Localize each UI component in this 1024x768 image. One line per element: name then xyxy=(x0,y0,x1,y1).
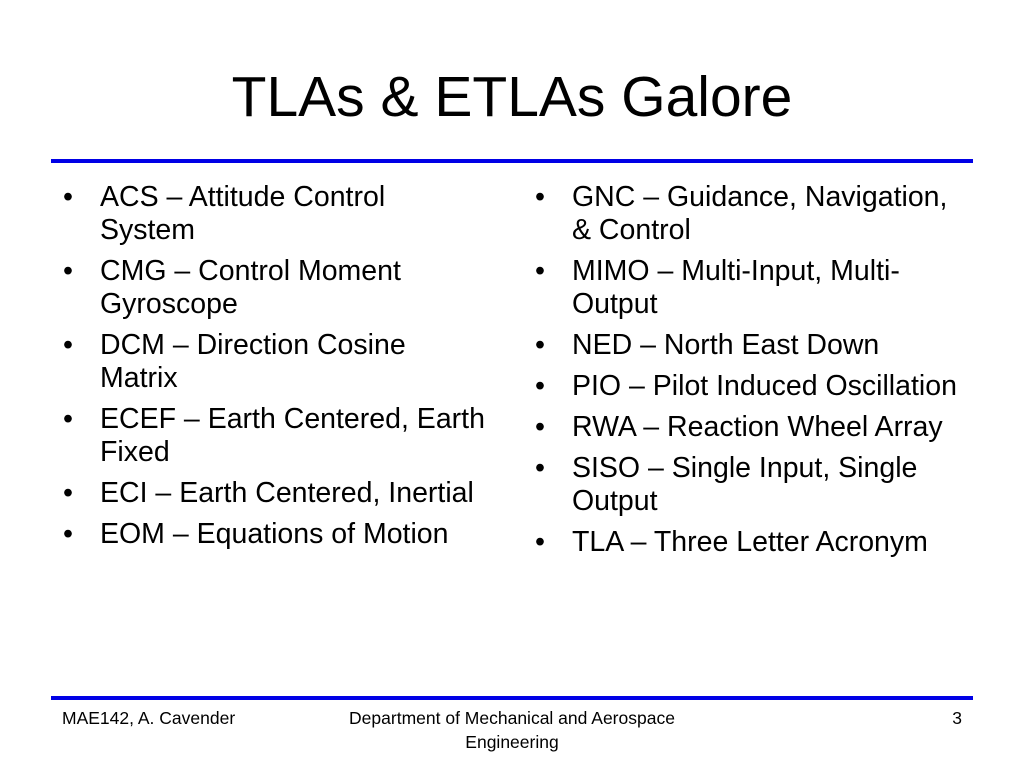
bullet-icon: • xyxy=(535,411,545,443)
bullet-icon: • xyxy=(535,329,545,361)
list-item-text: MIMO – Multi-Input, Multi-Output xyxy=(572,255,900,320)
bullet-icon: • xyxy=(535,526,545,558)
left-bullet-list xyxy=(58,181,488,559)
list-item-text: SISO – Single Input, Single Output xyxy=(572,452,918,517)
bullet-icon: • xyxy=(535,452,545,484)
list-item-text: PIO – Pilot Induced Oscillation xyxy=(572,370,957,402)
list-item xyxy=(58,329,488,395)
list-item-text: ACS – Attitude Control System xyxy=(100,181,386,246)
list-item xyxy=(58,403,488,469)
bullet-icon: • xyxy=(63,477,73,509)
list-item xyxy=(530,411,970,444)
list-item-text: GNC – Guidance, Navigation, & Control xyxy=(572,181,948,246)
bullet-icon: • xyxy=(535,370,545,402)
list-item xyxy=(530,526,970,559)
list-item xyxy=(58,477,488,510)
bullet-icon: • xyxy=(63,255,73,287)
list-item-text: RWA – Reaction Wheel Array xyxy=(572,411,943,443)
list-item xyxy=(530,329,970,362)
slide-title: TLAs & ETLAs Galore xyxy=(231,65,793,129)
page-number: 3 xyxy=(952,708,962,728)
list-item xyxy=(530,181,970,247)
list-item-text: TLA – Three Letter Acronym xyxy=(572,526,928,558)
list-item-text: CMG – Control Moment Gyroscope xyxy=(100,255,401,320)
list-item-text: NED – North East Down xyxy=(572,329,880,361)
right-bullet-list xyxy=(530,181,970,567)
bullet-icon: • xyxy=(63,329,73,361)
bullet-icon: • xyxy=(63,518,73,550)
title-divider xyxy=(51,159,973,163)
footer-department: Department of Mechanical and Aerospace Engineering xyxy=(349,708,675,752)
list-item xyxy=(58,181,488,247)
footer-divider xyxy=(51,696,973,700)
bullet-icon: • xyxy=(535,255,545,287)
list-item-text: ECEF – Earth Centered, Earth Fixed xyxy=(100,403,485,468)
list-item xyxy=(58,518,488,551)
list-item xyxy=(58,255,488,321)
list-item-text: DCM – Direction Cosine Matrix xyxy=(100,329,406,394)
footer-author: MAE142, A. Cavender xyxy=(62,708,236,728)
bullet-icon: • xyxy=(63,403,73,435)
bullet-icon: • xyxy=(63,181,73,213)
bullet-icon: • xyxy=(535,181,545,213)
list-item xyxy=(530,452,970,518)
list-item-text: EOM – Equations of Motion xyxy=(100,518,449,550)
list-item-text: ECI – Earth Centered, Inertial xyxy=(100,477,474,509)
list-item xyxy=(530,255,970,321)
list-item xyxy=(530,370,970,403)
